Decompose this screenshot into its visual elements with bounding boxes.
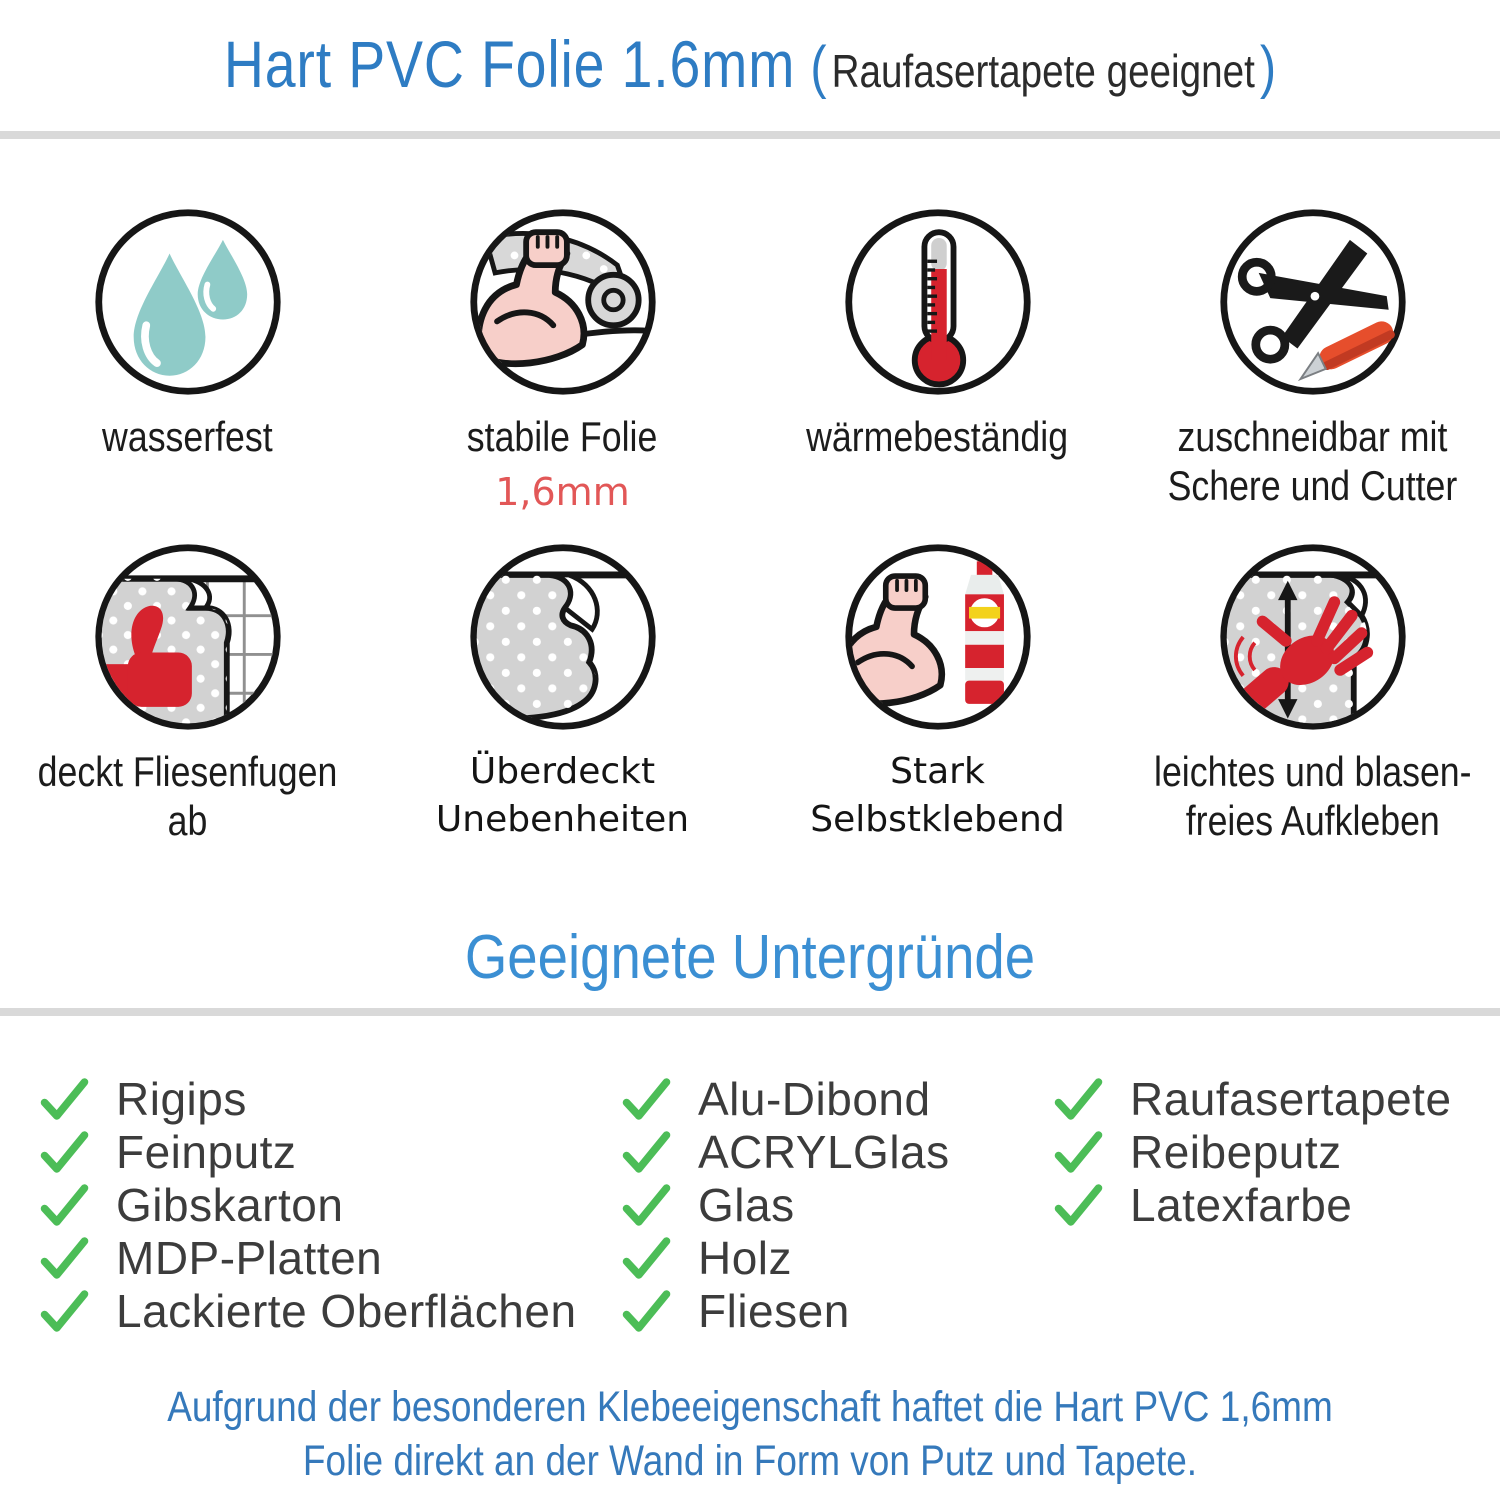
list-item: Raufasertapete [1052,1072,1452,1125]
list-item: Gibskarton [38,1178,577,1231]
feature-unebenheiten [375,540,750,845]
section-title-untergruende: Geeignete Untergründe [464,923,1036,992]
feature-label: leichtes und blasen- freies Aufkleben [1153,748,1472,844]
feature-zuschneidbar [1125,205,1500,514]
water-drops-icon [91,205,285,399]
substrate-lists [0,1072,1500,1372]
check-icon [620,1182,672,1228]
scissors-cutter-icon [1216,205,1410,399]
check-icon [620,1288,672,1334]
check-icon [38,1235,90,1281]
page-title [120,26,1380,102]
check-icon [1052,1182,1104,1228]
feature-label: zuschneidbar mit Schere und Cutter [1167,413,1458,509]
feature-row-1 [0,205,1500,514]
list-item: Holz [620,1231,950,1284]
check-icon [38,1182,90,1228]
check-icon [620,1129,672,1175]
substrate-column-3 [1052,1072,1452,1231]
feature-waermebestaendig [750,205,1125,514]
header [0,26,1500,102]
feature-label: wärmebeständig [806,413,1069,460]
paren-close: ) [1259,35,1277,100]
feature-selbstklebend [750,540,1125,845]
check-icon [38,1288,90,1334]
feature-fliesenfugen [0,540,375,845]
list-item: MDP-Platten [38,1231,577,1284]
list-item: Reibeputz [1052,1125,1452,1178]
feature-aufkleben [1125,540,1500,845]
footer-line: Aufgrund der besonderen Klebeeigenschaft haftet die Hart PVC 1,6mm [167,1383,1333,1431]
feature-label: Überdeckt Unebenheiten [435,751,690,840]
list-item: Glas [620,1178,950,1231]
muscle-foil-icon [466,205,660,399]
feature-label: Stark Selbstklebend [810,751,1065,840]
divider-middle [0,1008,1500,1016]
page-title-main: Hart PVC Folie 1.6mm [223,27,796,101]
page-title-note: Raufasertapete geeignet [831,45,1255,97]
check-icon [620,1076,672,1122]
list-item: Alu-Dibond [620,1072,950,1125]
tile-joints-icon [91,540,285,734]
list-item: Lackierte Oberflächen [38,1284,577,1337]
footer-line: Folie direkt an der Wand in Form von Putz und Tapete. [302,1436,1198,1485]
feature-label: stabile Folie 1,6mm [450,413,674,514]
check-icon [620,1235,672,1281]
thickness-value: 1,6mm [495,469,630,514]
feature-label: deckt Fliesenfugen ab [37,748,338,844]
footer-note [0,1381,1500,1489]
feature-stabile-folie [375,205,750,514]
check-icon [1052,1129,1104,1175]
check-icon [38,1129,90,1175]
list-item: Feinputz [38,1125,577,1178]
hand-smooth-icon [1216,540,1410,734]
muscle-glue-icon [841,540,1035,734]
feature-label: wasserfest [102,413,273,460]
check-icon [1052,1076,1104,1122]
check-icon [38,1076,90,1122]
thermometer-icon [841,205,1035,399]
substrate-column-2 [620,1072,950,1337]
divider-top [0,131,1500,139]
feature-wasserfest [0,205,375,514]
list-item: Fliesen [620,1284,950,1337]
substrate-column-1 [38,1072,577,1337]
list-item: ACRYLGlas [620,1125,950,1178]
list-item: Rigips [38,1072,577,1125]
feature-row-2 [0,540,1500,845]
foil-fold-icon [466,540,660,734]
list-item: Latexfarbe [1052,1178,1452,1231]
paren-open: ( [810,35,827,100]
